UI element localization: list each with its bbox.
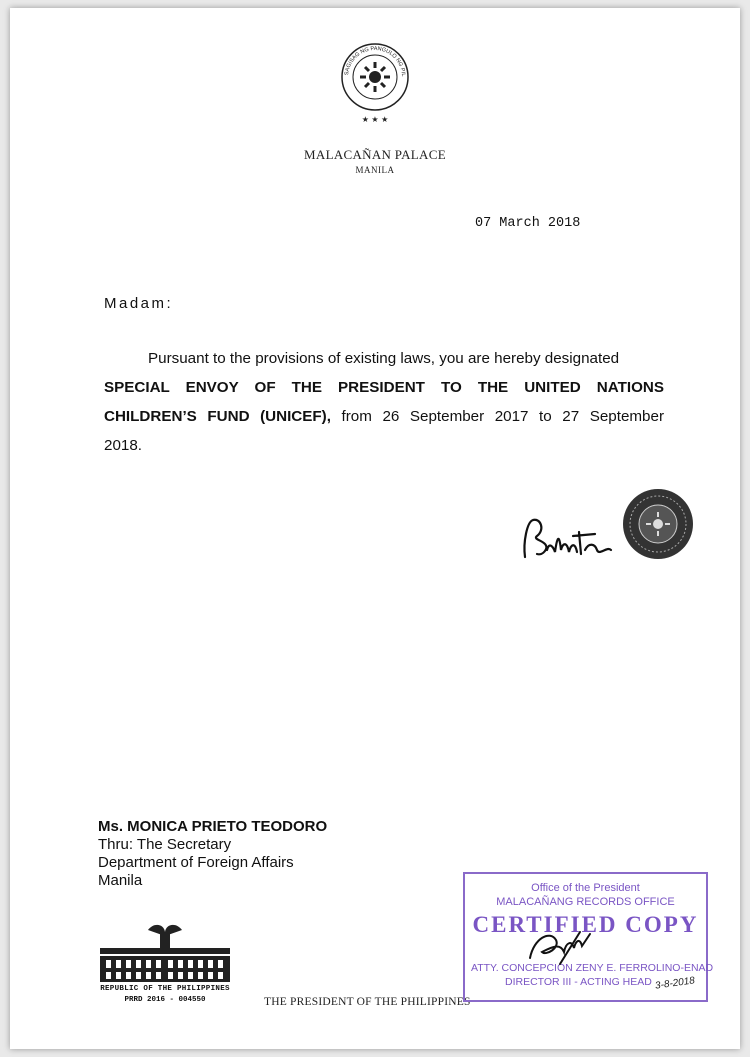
president-signature [515,502,625,572]
addressee-thru: Thru: The Secretary [98,836,232,853]
stamp-records-office: MALACAÑANG RECORDS OFFICE [496,896,675,908]
body-line-3-bold: CHILDREN’S FUND (UNICEF), [104,408,331,425]
body-line-2: SPECIAL ENVOY OF THE PRESIDENT TO THE UNITED NATIONS [104,379,664,396]
addressee-name: Ms. MONICA PRIETO TEODORO [98,818,328,835]
palace-city: MANILA [355,165,395,175]
prrd-number: PRRD 2016 - 004550 [124,996,206,1004]
palace-name: MALACAÑAN PALACE [304,147,446,162]
body-line-4: 2018. [104,437,143,454]
stamp-title: DIRECTOR III - ACTING HEAD [505,976,652,988]
body-line-3-rest: from 26 September 2017 to 27 September [330,408,664,425]
body-line-1: Pursuant to the provisions of existing laws, you are hereby designated [148,350,620,367]
letter-date: 07 March 2018 [475,216,581,231]
svg-text:SAGISAG NG PANGULO NG PILIPINA: SAGISAG NG PANGULO NG PIL [344,45,407,77]
addressee-department: Department of Foreign Affairs [98,854,294,871]
records-officer-signature [520,918,610,978]
stamp-date: 3-8-2018 [654,975,696,992]
presidential-seal-icon [338,40,412,126]
salutation: Madam: [104,295,174,312]
official-seal-icon [621,487,695,561]
footer-president: THE PRESIDENT OF THE PHILIPPINES [264,996,471,1008]
malacanang-building-icon [98,922,232,986]
stamp-office: Office of the President [531,882,640,894]
addressee-city: Manila [98,872,143,889]
republic-label: REPUBLIC OF THE PHILIPPINES [100,985,230,993]
body-paragraph [104,344,664,460]
stamp-certified: CERTIFIED COPY [472,912,699,937]
body-line-3 [104,402,664,431]
stamp-attorney: ATTY. CONCEPCION ZENY E. FERROLINO-ENAD [471,962,714,974]
svg-text:★ ★ ★: ★ ★ ★ [361,115,389,124]
